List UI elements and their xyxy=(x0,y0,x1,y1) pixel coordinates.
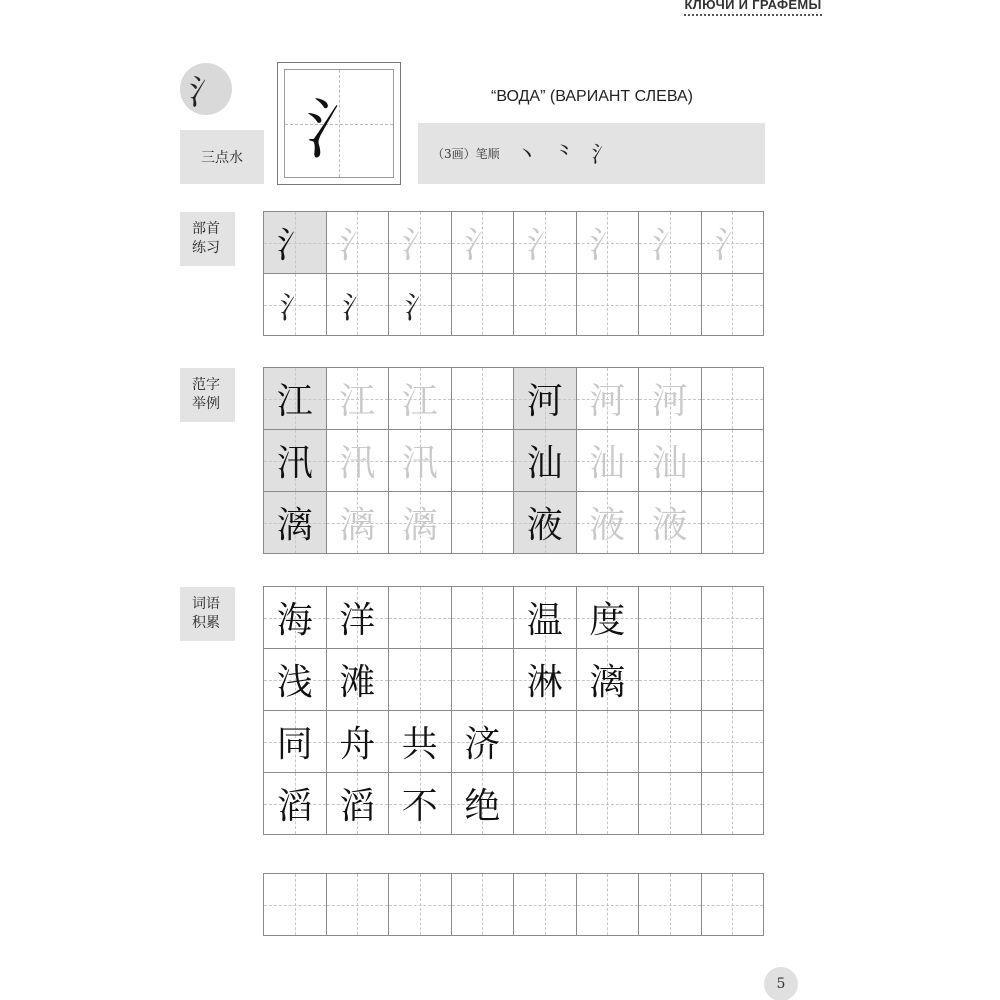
grid-cell-char: 漓 xyxy=(589,662,626,703)
grid-cell xyxy=(452,773,515,835)
grid-cell-char: 氵 xyxy=(714,225,751,266)
radical-name: 三点水 xyxy=(180,130,264,184)
grid-cell xyxy=(702,274,765,336)
grid-cell-char: 氵 xyxy=(404,290,435,326)
blank-practice-grid xyxy=(263,873,764,936)
grid-cell xyxy=(514,492,577,554)
grid-cell xyxy=(327,773,390,835)
grid-cell xyxy=(514,430,577,492)
grid-cell xyxy=(452,874,515,936)
grid-cell xyxy=(702,368,765,430)
grid-cell-char: 氵 xyxy=(276,225,313,266)
grid-cell xyxy=(452,430,515,492)
grid-cell xyxy=(514,773,577,835)
grid-cell xyxy=(264,274,327,336)
grid-cell xyxy=(264,368,327,430)
grid-cell-char: 江 xyxy=(339,381,376,422)
grid-cell-char: 漓 xyxy=(339,505,376,546)
grid-cell xyxy=(702,711,765,773)
section-label-radical-practice xyxy=(180,212,235,266)
page-number: 5 xyxy=(764,967,798,1000)
grid-cell xyxy=(327,649,390,711)
grid-cell-char: 海 xyxy=(276,600,313,641)
grid-cell xyxy=(264,773,327,835)
grid-cell-char: 汕 xyxy=(651,443,688,484)
grid-cell-char: 汛 xyxy=(339,443,376,484)
grid-cell xyxy=(702,587,765,649)
grid-cell-char: 洋 xyxy=(339,600,376,641)
grid-cell xyxy=(264,587,327,649)
grid-cell xyxy=(452,492,515,554)
grid-cell-char: 共 xyxy=(401,724,438,765)
section-label-line: 部首 xyxy=(192,221,220,237)
section-label-line: 范字 xyxy=(192,377,220,393)
grid-cell-char: 不 xyxy=(401,786,438,827)
grid-cell xyxy=(702,874,765,936)
stroke-step-1: 丶 xyxy=(515,143,538,168)
grid-cell xyxy=(327,430,390,492)
stroke-order-bar xyxy=(418,123,765,184)
grid-cell-char: 河 xyxy=(589,381,626,422)
example-chars-grid xyxy=(263,367,764,554)
grid-cell-char: 漓 xyxy=(276,505,313,546)
grid-cell xyxy=(702,212,765,274)
grid-cell xyxy=(639,773,702,835)
stroke-step-2: ⺀ xyxy=(553,143,576,168)
grid-cell xyxy=(577,274,640,336)
grid-cell xyxy=(514,874,577,936)
grid-cell xyxy=(452,212,515,274)
radical-meaning: “ВОДА” (ВАРИАНТ СЛЕВА) xyxy=(491,88,693,105)
grid-cell xyxy=(702,430,765,492)
grid-cell-char: 液 xyxy=(589,505,626,546)
header-title: КЛЮЧИ И ГРАФЕМЫ xyxy=(684,0,822,16)
grid-cell-char: 江 xyxy=(276,381,313,422)
grid-cell xyxy=(577,212,640,274)
grid-cell-char: 液 xyxy=(526,505,563,546)
grid-cell xyxy=(327,212,390,274)
grid-cell-char: 汛 xyxy=(401,443,438,484)
grid-cell xyxy=(264,711,327,773)
grid-cell xyxy=(577,649,640,711)
grid-cell-char: 温 xyxy=(526,600,563,641)
vocabulary-grid xyxy=(263,586,764,835)
grid-cell xyxy=(389,274,452,336)
stroke-step-3: 氵 xyxy=(591,143,614,168)
radical-display-grid xyxy=(284,69,394,178)
grid-cell xyxy=(514,711,577,773)
grid-cell xyxy=(577,492,640,554)
grid-cell-char: 浅 xyxy=(276,662,313,703)
grid-cell xyxy=(702,492,765,554)
grid-cell xyxy=(327,711,390,773)
grid-cell-char: 氵 xyxy=(651,225,688,266)
grid-cell xyxy=(327,492,390,554)
section-label-vocabulary xyxy=(180,587,235,641)
grid-cell xyxy=(452,368,515,430)
grid-cell-char: 河 xyxy=(526,381,563,422)
grid-cell xyxy=(514,274,577,336)
grid-cell-char: 汕 xyxy=(589,443,626,484)
grid-cell xyxy=(639,212,702,274)
grid-cell xyxy=(389,773,452,835)
grid-cell-char: 滩 xyxy=(339,662,376,703)
grid-cell xyxy=(389,711,452,773)
grid-cell xyxy=(389,587,452,649)
grid-cell xyxy=(452,587,515,649)
grid-cell xyxy=(327,874,390,936)
grid-cell-char: 江 xyxy=(401,381,438,422)
grid-cell-char: 氵 xyxy=(401,225,438,266)
grid-cell xyxy=(639,430,702,492)
radical-display-box xyxy=(277,62,401,185)
grid-cell xyxy=(327,274,390,336)
section-label-line: 举例 xyxy=(192,396,220,412)
grid-cell xyxy=(327,368,390,430)
grid-cell xyxy=(702,773,765,835)
grid-cell xyxy=(514,587,577,649)
grid-cell-char: 度 xyxy=(589,600,626,641)
grid-cell-char: 淋 xyxy=(526,662,563,703)
grid-cell xyxy=(327,587,390,649)
grid-cell xyxy=(264,492,327,554)
radical-display-glyph: 氵 xyxy=(306,91,372,168)
grid-cell xyxy=(639,587,702,649)
grid-cell-char: 河 xyxy=(651,381,688,422)
grid-cell xyxy=(264,212,327,274)
grid-cell-char: 汛 xyxy=(276,443,313,484)
grid-cell xyxy=(577,874,640,936)
grid-cell xyxy=(639,874,702,936)
grid-cell xyxy=(639,649,702,711)
grid-cell-char: 汕 xyxy=(526,443,563,484)
grid-cell-char: 绝 xyxy=(464,786,501,827)
grid-cell-char: 氵 xyxy=(589,225,626,266)
grid-cell xyxy=(452,711,515,773)
radical-badge: 氵 xyxy=(180,63,232,115)
grid-cell xyxy=(452,649,515,711)
grid-cell xyxy=(577,368,640,430)
grid-cell xyxy=(264,649,327,711)
grid-cell xyxy=(639,711,702,773)
grid-cell-char: 漓 xyxy=(401,505,438,546)
section-label-line: 积累 xyxy=(192,615,220,631)
grid-cell xyxy=(577,773,640,835)
grid-cell xyxy=(264,430,327,492)
section-label-line: 练习 xyxy=(192,240,220,256)
grid-cell-char: 滔 xyxy=(339,786,376,827)
section-label-example-chars xyxy=(180,368,235,422)
grid-cell xyxy=(264,874,327,936)
grid-cell xyxy=(514,368,577,430)
grid-cell xyxy=(389,430,452,492)
grid-cell xyxy=(577,587,640,649)
grid-cell xyxy=(702,649,765,711)
grid-cell-char: 氵 xyxy=(279,290,310,326)
grid-cell xyxy=(389,212,452,274)
grid-cell xyxy=(639,492,702,554)
grid-cell-char: 氵 xyxy=(339,225,376,266)
grid-cell-char: 济 xyxy=(464,724,501,765)
grid-cell-char: 氵 xyxy=(526,225,563,266)
grid-cell-char: 舟 xyxy=(339,724,376,765)
grid-cell xyxy=(577,711,640,773)
stroke-order-label: （3画）笔顺 xyxy=(432,147,500,161)
grid-cell xyxy=(389,368,452,430)
grid-cell-char: 同 xyxy=(276,724,313,765)
radical-practice-grid xyxy=(263,211,764,336)
grid-cell xyxy=(452,274,515,336)
section-label-line: 词语 xyxy=(192,596,220,612)
grid-cell xyxy=(639,368,702,430)
grid-cell xyxy=(514,649,577,711)
grid-cell xyxy=(577,430,640,492)
grid-cell xyxy=(389,649,452,711)
grid-cell xyxy=(639,274,702,336)
grid-cell xyxy=(389,874,452,936)
grid-cell-char: 氵 xyxy=(342,290,373,326)
grid-cell xyxy=(514,212,577,274)
grid-cell-char: 液 xyxy=(651,505,688,546)
grid-cell xyxy=(389,492,452,554)
grid-cell-char: 滔 xyxy=(276,786,313,827)
grid-cell-char: 氵 xyxy=(464,225,501,266)
